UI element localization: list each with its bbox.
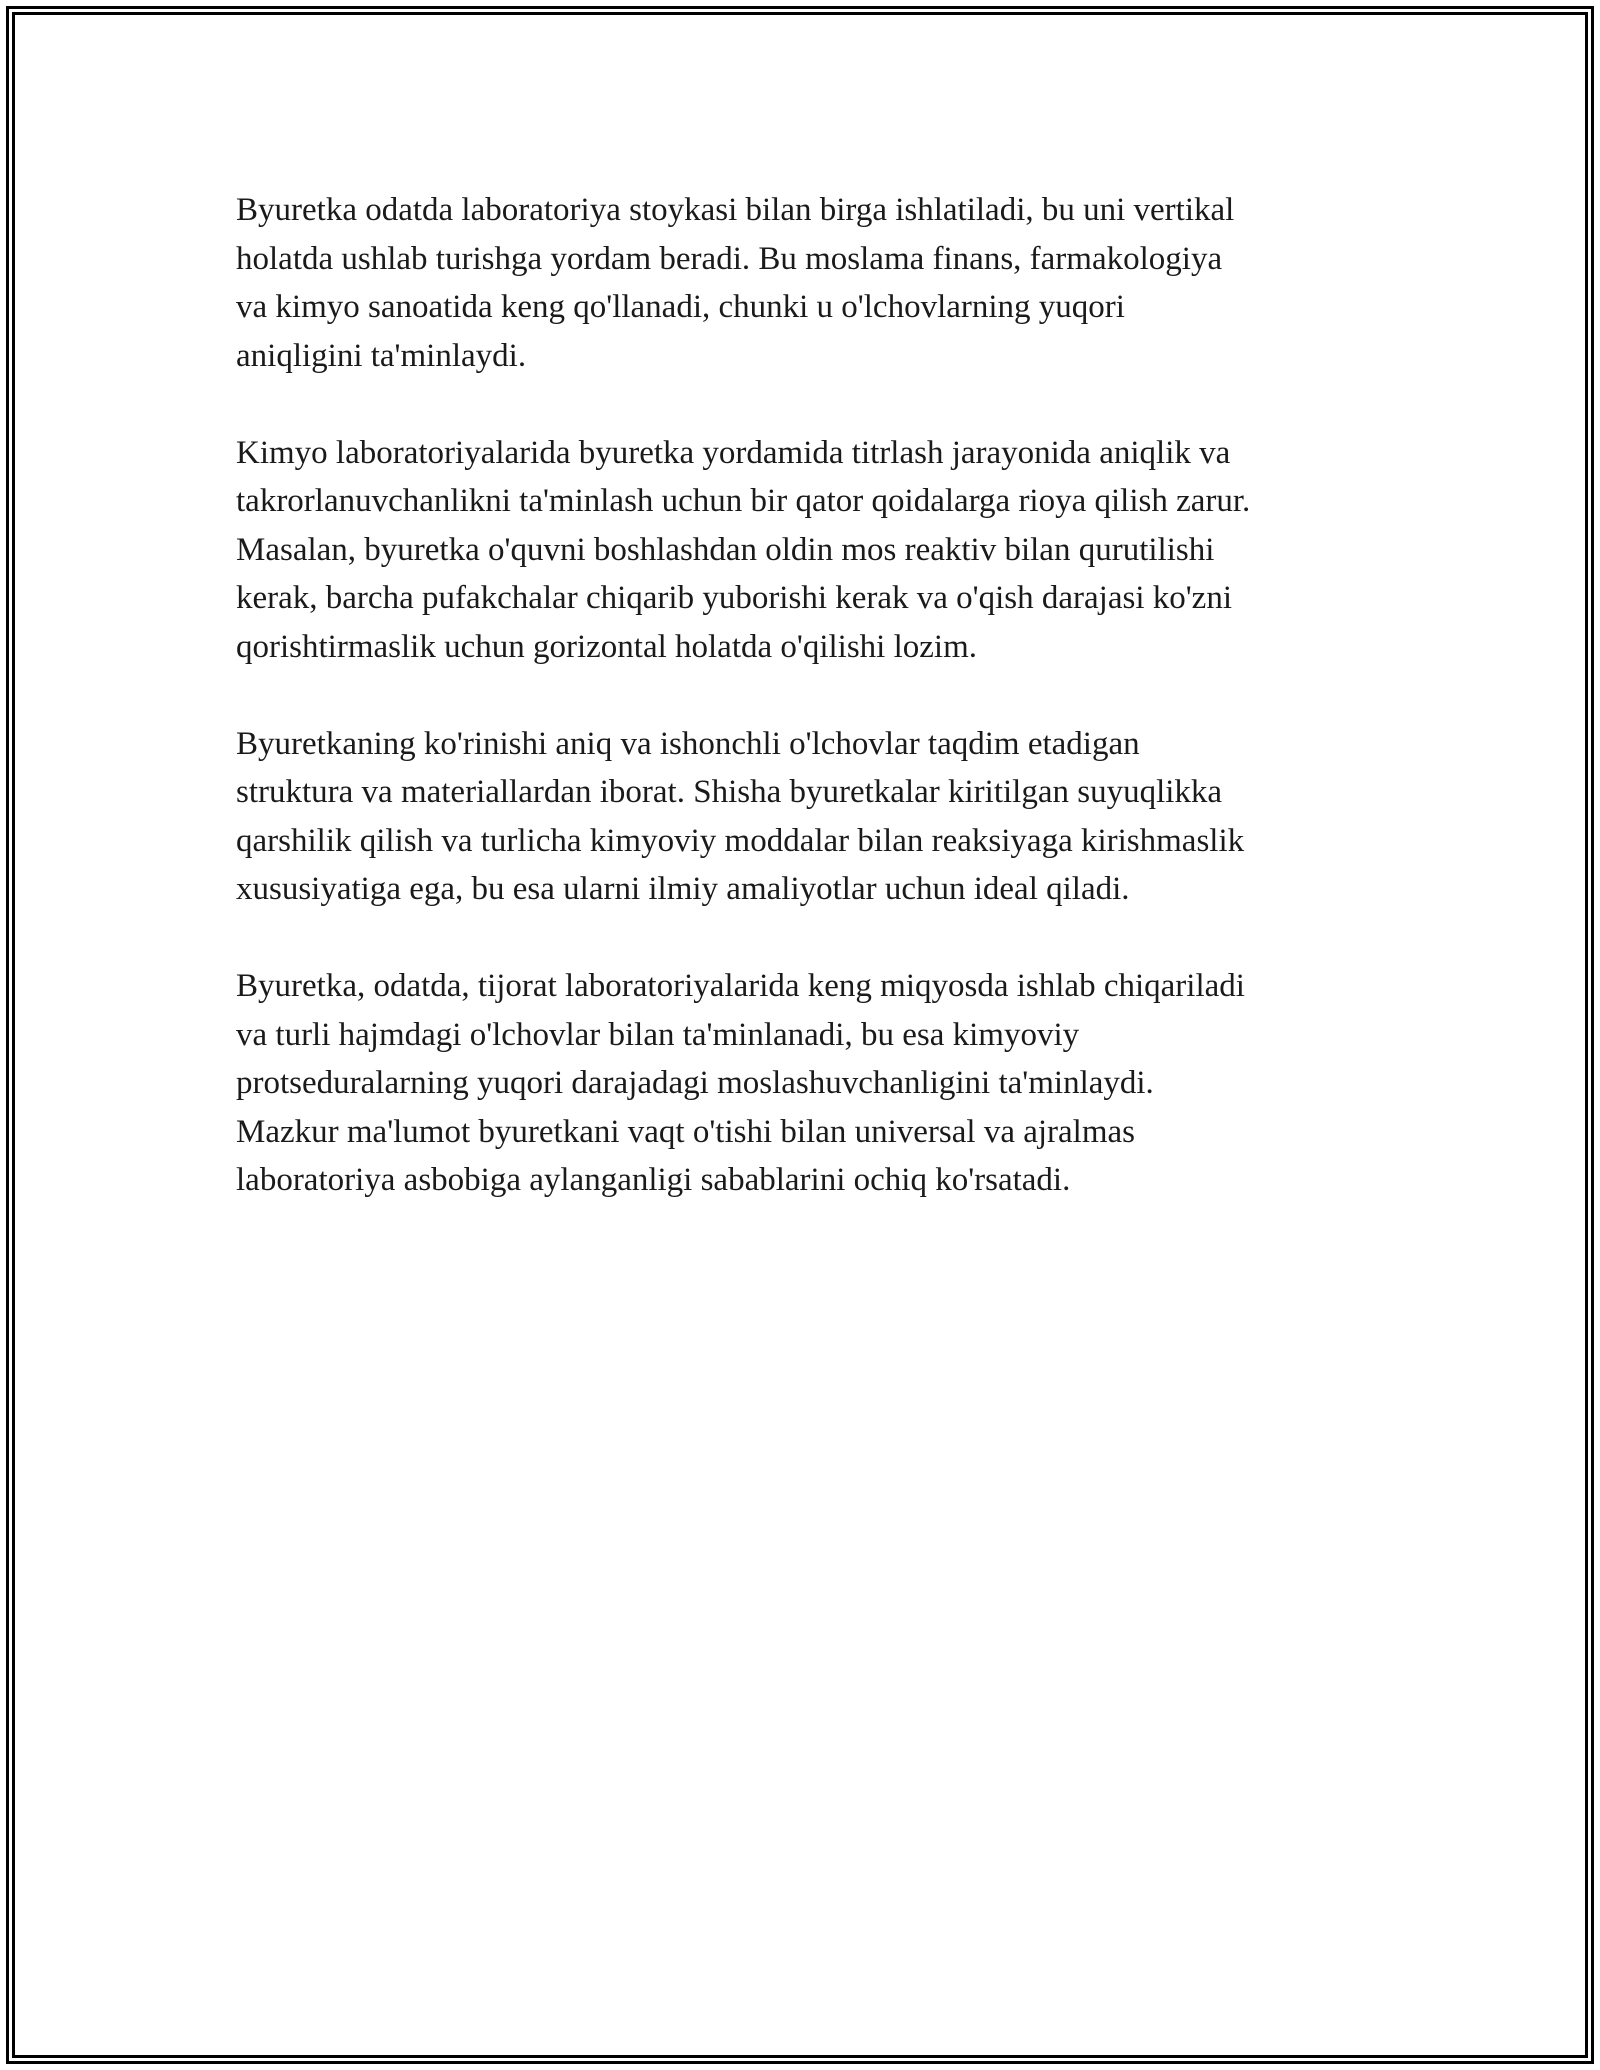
paragraph-line: protseduralarning yuqori darajadagi moslashuvchanligini ta'minlaydi. — [236, 1065, 1154, 1101]
paragraph-line: struktura va materiallardan iborat. Shisha byuretkalar kiritilgan suyuqlikka — [236, 774, 1223, 810]
paragraph-line: Kimyo laboratoriyalarida byuretka yordamida titrlash jarayonida aniqlik va — [236, 434, 1231, 471]
paragraph-4 — [236, 962, 1366, 1205]
paragraph-line: Byuretka odatda laboratoriya stoykasi bilan birga ishlatiladi, bu uni vertikal — [236, 192, 1235, 228]
paragraph-line: va kimyo sanoatida keng qo'llanadi, chunki u o'lchovlarning yuqori — [236, 289, 1125, 325]
paragraph-line: va turli hajmdagi o'lchovlar bilan ta'minlanadi, bu esa kimyoviy — [236, 1016, 1080, 1053]
paragraph-3 — [236, 720, 1366, 914]
paragraph-line: Byuretka, odatda, tijorat laboratoriyalarida keng miqyosda ishlab chiqariladi — [236, 968, 1245, 1004]
paragraph-line: holatda ushlab turishga yordam beradi. Bu moslama finans, farmakologiya — [236, 240, 1223, 277]
paragraph-line: Masalan, byuretka o'quvni boshlashdan oldin mos reaktiv bilan qurutilishi — [236, 531, 1215, 568]
paragraph-line: aniqligini ta'minlaydi. — [236, 337, 527, 374]
paragraph-line: Byuretkaning ko'rinishi aniq va ishonchli o'lchovlar taqdim etadigan — [236, 725, 1140, 762]
document-body — [236, 186, 1366, 1253]
paragraph-line: Mazkur ma'lumot byuretkani vaqt o'tishi bilan universal va ajralmas — [236, 1113, 1135, 1150]
paragraph-line: laboratoriya asbobiga aylanganligi sabablarini ochiq ko'rsatadi. — [236, 1162, 1071, 1198]
paragraph-1 — [236, 186, 1366, 380]
paragraph-2 — [236, 429, 1366, 672]
paragraph-line: takrorlanuvchanlikni ta'minlash uchun bir qator qoidalarga rioya qilish zarur. — [236, 483, 1251, 519]
paragraph-line: qarshilik qilish va turlicha kimyoviy moddalar bilan reaksiyaga kirishmaslik — [236, 822, 1245, 859]
paragraph-line: qorishtirmaslik uchun gorizontal holatda o'qilishi lozim. — [236, 628, 978, 665]
paragraph-line: xususiyatiga ega, bu esa ularni ilmiy amaliyotlar uchun ideal qiladi. — [236, 871, 1130, 907]
paragraph-line: kerak, barcha pufakchalar chiqarib yuborishi kerak va o'qish darajasi ko'zni — [236, 580, 1232, 616]
